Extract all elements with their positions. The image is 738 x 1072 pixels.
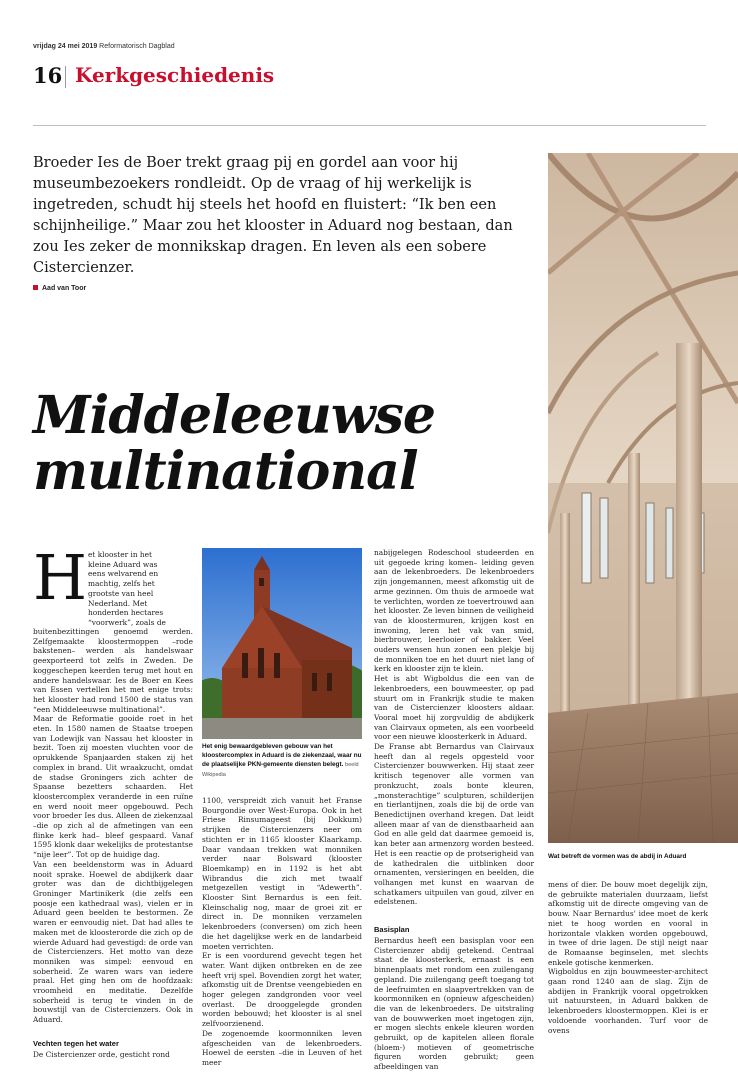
author-name: Aad van Toor bbox=[42, 285, 87, 292]
main-photo-caption-text: Wat betreft de vormen was de abdij in Aduard bbox=[548, 853, 687, 860]
newspaper-name: Reformatorisch Dagblad bbox=[99, 43, 175, 50]
column-1-tail: De Cistercienzer orde, gesticht rond bbox=[33, 1050, 170, 1059]
column-1-body: buitenbezittingen genoemd werden. Zelfgemaakte kloostermoppen –rode bakstenen– werden als handelswaar geexporteerd tot zelfs in Zweden. De koggeschepen keerden terug met hout en andere handelswaar. Ies de Boer en Kees van Essen vertellen het met enige trots: het klooster had rond 1500 de status van “een Middeleeuwse multinational”. Maar de Reformatie gooide roet in het eten. In 1580 namen de Staatse troepen van Lodewijk van Nassau het klooster in bezit. Toen zij moesten vluchten voor de oprukkende Spanjaarden staken zij het complex in brand. Uit wraakzucht, omdat de stadse Groningers zich achter de Spaanse bezetters schaarden. Het kloostercomplex veranderde in een ruïne en werd nooit meer opgebouwd. Pech voor broeder Ies dus. Alleen de ziekenzaal –die op zich al de afmetingen van een flinke kerk had– bleef gespaard. Vanaf 1595 klonk daar wekelijks de protestantse “nije leer”. Tot op de huidige dag. Van een beeldenstorm was in Aduard nooit sprake. Hoewel de abdijkerk daar groter was dan de dichtbijgelegen Groninger Martinikerk (die zelfs een poosje een kathedraal was), vielen er in Aduard geen beelden te bestormen. Ze waren er eenvoudig niet. Dat had alles te maken met de kloosterorde die zich op de wierde Aduard had gevestigd: de orde van de Cistercienzers. Het motto van deze monniken was simpel: eenvoud en soberheid. Ze waren wars van iedere praal. Het ging hen om de hoofdzaak: vroomheid en meditatie. Dezelfde soberheid is terug te vinden in de bouwstijl van de Cistercienzers. Ook in Aduard. bbox=[33, 627, 193, 1025]
column-3-body: nabijgelegen Rodeschool studeerden en uit gegoede kring komen– leiding geven aan de lekenbroeders. De lekenbroeders zijn jongemannen, meest afkomstig uit de arme gezinnen. Om thuis de armoede wat te verlichten, worden ze toevertrouwd aan het klooster. Ze leven binnen de veiligheid van de kloostermuren, krijgen kost en inwoning, leren het vak van smid, bierbrouwer, leerlooier of bakker. Veel ouders wensen hun zonen een plekje bij de monniken toe en het duurt niet lang of kerk en klooster zijn te klein. Het is abt Wigboldus die een van de lekenbroeders, een bouwmeester, op pad stuurt om in Frankrijk studie te maken van de Cistercienzer kloosters aldaar. Vooral moet hij zorgvuldig de abdijkerk van Clairvaux opmeten, als een voorbeeld voor een nieuwe kloosterkerk in Aduard. De Franse abt Bernardus van Clairvaux heeft dan al regels opgesteld voor Cistercienzer bouwwerken. Hij staat zeer kritisch tegenover alle vormen van pronkzucht, zoals bonte kleuren, „monsterachtige” sculpturen, schilderijen en tierlantijnen, zoals die bij de orde van Benedictijnen overhand kregen. Dat leidt alleen maar af van de dienstbaarheid aan God en alle geld dat daarmee gemoeid is, kan beter aan armenzorg worden besteed. Het is een reactie op de protserigheid van de kathedralen die uitblinken door ornamenten, versieringen en beelden, die volhangen met kunst en waarvan de schatkamers uitpuilen van goud, zilver en edelstenen. bbox=[374, 548, 534, 907]
main-photo-caption bbox=[548, 852, 738, 861]
headline bbox=[33, 385, 435, 502]
column-2-body: 1100, verspreidt zich vanuit het Franse Bourgondie over West-Europa. Ook in het Friese Rinsumageest (bij Dokkum) strijken de Cistercienzers neer om stichten er in 1165 klooster Klaarkamp. Daar vandaan trekken wat monniken verder naar Bolsward (klooster Bloemkamp) en in 1192 is het abt Wibrandus die zich met twaalf metgezellen vestigt in “Adewerth”. Klooster Sint Bernardus is een feit. Kleinschalig nog, maar de groei zit er direct in. De monniken verzamelen lekenbroeders (conversen) om zich heen die het dagelijkse werk en de landarbeid moeten verrichten. Er is een voordurend gevecht tegen het water. Want dijken ontbreken en de zee heeft vrij spel. Bovendien zorgt het water, afkomstig uit de Drentse veengebieden en hoger gelegen zandgronden voor veel overlast. De drooggelegde gronden worden bebouwd; het klooster is al snel zelfvoorzienend. De zogenoemde koormonniken leven afgescheiden van de lekenbroeders. Hoewel de eersten –die in Leuven of het meer bbox=[202, 796, 362, 1067]
church-caption-text: Het enig bewaardgebleven gebouw van het kloostercomplex in Aduard is de ziekenzaal, waar nu de plaatselijke PKN-gemeente diensten belegt. bbox=[202, 743, 362, 768]
vaulted-hall-illustration bbox=[548, 153, 738, 843]
column-1-top: et klooster in het kleine Aduard was eens welvarend en machtig, zelfs het grootste van heel Nederland. Met honderden hectares “voorwerk”, zoals de bbox=[88, 550, 166, 627]
church-illustration bbox=[202, 548, 362, 739]
headline-line-2: multinational bbox=[33, 441, 418, 502]
byline-square-icon bbox=[33, 285, 38, 290]
church-photo bbox=[202, 548, 362, 739]
column-4-body: mens of dier. De bouw moet degelijk zijn, de gebruikte materialen duurzaam, liefst afkomstig uit de directe omgeving van de bouw. Naar Bernardus' idee moet de kerk niet te hoog worden en vooral in horizontale vlakken worden opgebouwd, in twee of drie lagen. De stijl neigt naar de Romaanse beginselen, met slechts enkele gotische kenmerken. Wigboldus en zijn bouwmeester-architect gaan rond 1240 aan de slag. Zijn de abdijen in Frankrijk vooral opgetrokken uit natuursteen, in Aduard bakken de lekenbroeders kloostermoppen. Klei is er voldoende voorhanden. Turf voor de ovens bbox=[548, 880, 708, 1035]
page-number: 16 bbox=[33, 63, 63, 88]
vaulted-hall-photo bbox=[548, 153, 738, 843]
issue-date: vrijdag 24 mei 2019 bbox=[33, 43, 98, 50]
drop-cap: H bbox=[33, 541, 88, 614]
article-intro: Broeder Ies de Boer trekt graag pij en gordel aan voor hij museumbezoekers rondleidt. Op de vraag of hij werkelijk is ingetreden, schudt hij steels het hoofd en fluistert: “Ik ben een schijnheilige.” Maar zou het klooster in Aduard nog bestaan, dan zou Ies zeker de monnikskap dragen. En leven als een sobere Cistercienzer. bbox=[33, 155, 513, 276]
subhead-basisplan: Basisplan bbox=[374, 925, 410, 934]
church-photo-caption bbox=[202, 742, 362, 780]
byline bbox=[33, 285, 86, 292]
photo-credit: beeld Wikipedia bbox=[202, 762, 359, 778]
header-divider bbox=[65, 66, 66, 88]
section-title: Kerkgeschiedenis bbox=[75, 63, 275, 87]
column-3-tail: Bernardus heeft een basisplan voor een Cistercienzer abdij getekend. Centraal staat de kloosterkerk, ernaast is een binnenplaats met rondom een zuilengang gepland. Die zuilengang geeft toegang tot de leefruimten en slaapvertrekken van de koormonniken en (opnieuw afgescheiden) die van de lekenbroeders. De uitstraling van de bouwwerken moet ingetogen zijn, er mogen slechts enkele kleuren worden gebruikt, op de kapitelen alleen florale (bloem-) motieven of geometrische figuren worden gebruikt; geen afbeeldingen van bbox=[374, 936, 534, 1072]
headline-line-1: Middeleeuwse bbox=[33, 385, 435, 446]
header-rule bbox=[33, 125, 706, 126]
subhead-water: Vechten tegen het water bbox=[33, 1039, 119, 1048]
page-meta bbox=[33, 43, 175, 50]
